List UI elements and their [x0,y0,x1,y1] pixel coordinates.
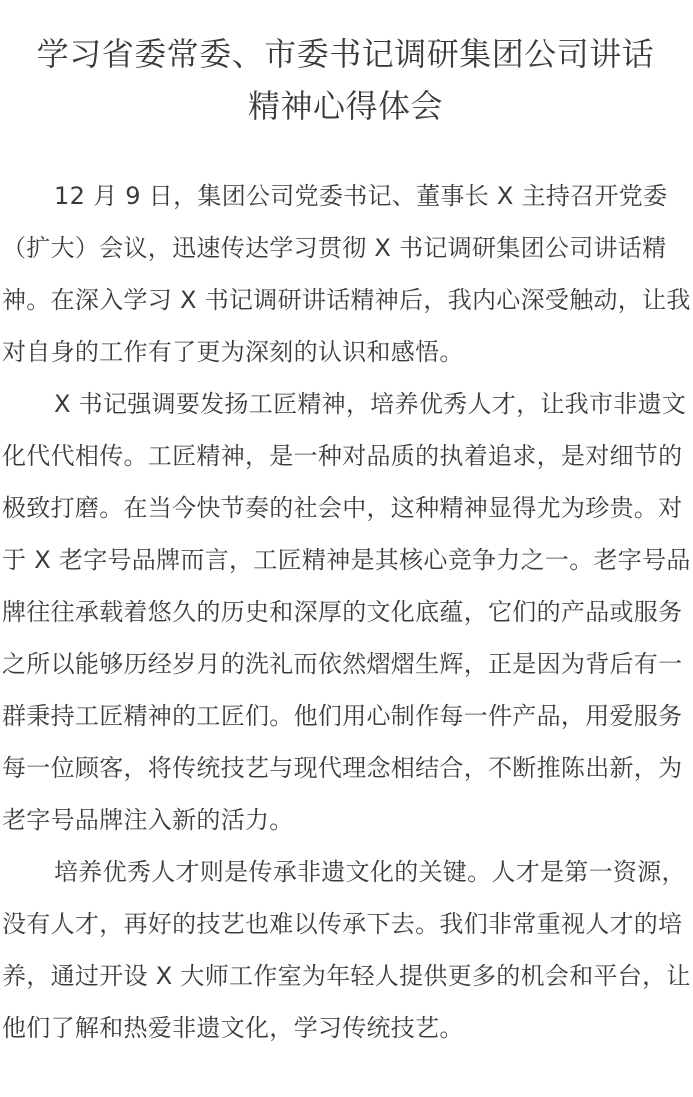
document-body [2,170,693,1054]
title-line-1: 学习省委常委、市委书记调研集团公司讲话 [36,35,655,73]
document-title [2,28,689,132]
paragraph-1: 12 月 9 日，集团公司党委书记、董事长 X 主持召开党委（扩大）会议，迅速传达学习贯彻 X 书记调研集团公司讲话精神。在深入学习 X 书记调研讲话精神后，我内心深受触动，让我对自身的工作有了更为深刻的认识和感悟。 [2,182,691,366]
paragraph-3: 培养优秀人才则是传承非遗文化的关键。人才是第一资源，没有人才，再好的技艺也难以传承下去。我们非常重视人才的培养，通过开设 X 大师工作室为年轻人提供更多的机会和平台，让他们了解和热爱非遗文化，学习传统技艺。 [2,858,691,1042]
title-line-2: 精神心得体会 [247,87,443,125]
paragraph-2: X 书记强调要发扬工匠精神，培养优秀人才，让我市非遗文化代代相传。工匠精神，是一种对品质的执着追求，是对细节的极致打磨。在当今快节奏的社会中，这种精神显得尤为珍贵。对于 X 老字号品牌而言，工匠精神是其核心竞争力之一。老字号品牌往往承载着悠久的历史和深厚的文化底蕴，它们的产品或服务之所以能够历经岁月的洗礼而依然熠熠生辉，正是因为背后有一群秉持工匠精神的工匠们。他们用心制作每一件产品，用爱服务每一位顾客，将传统技艺与现代理念相结合，不断推陈出新，为老字号品牌注入新的活力。 [2,390,691,834]
